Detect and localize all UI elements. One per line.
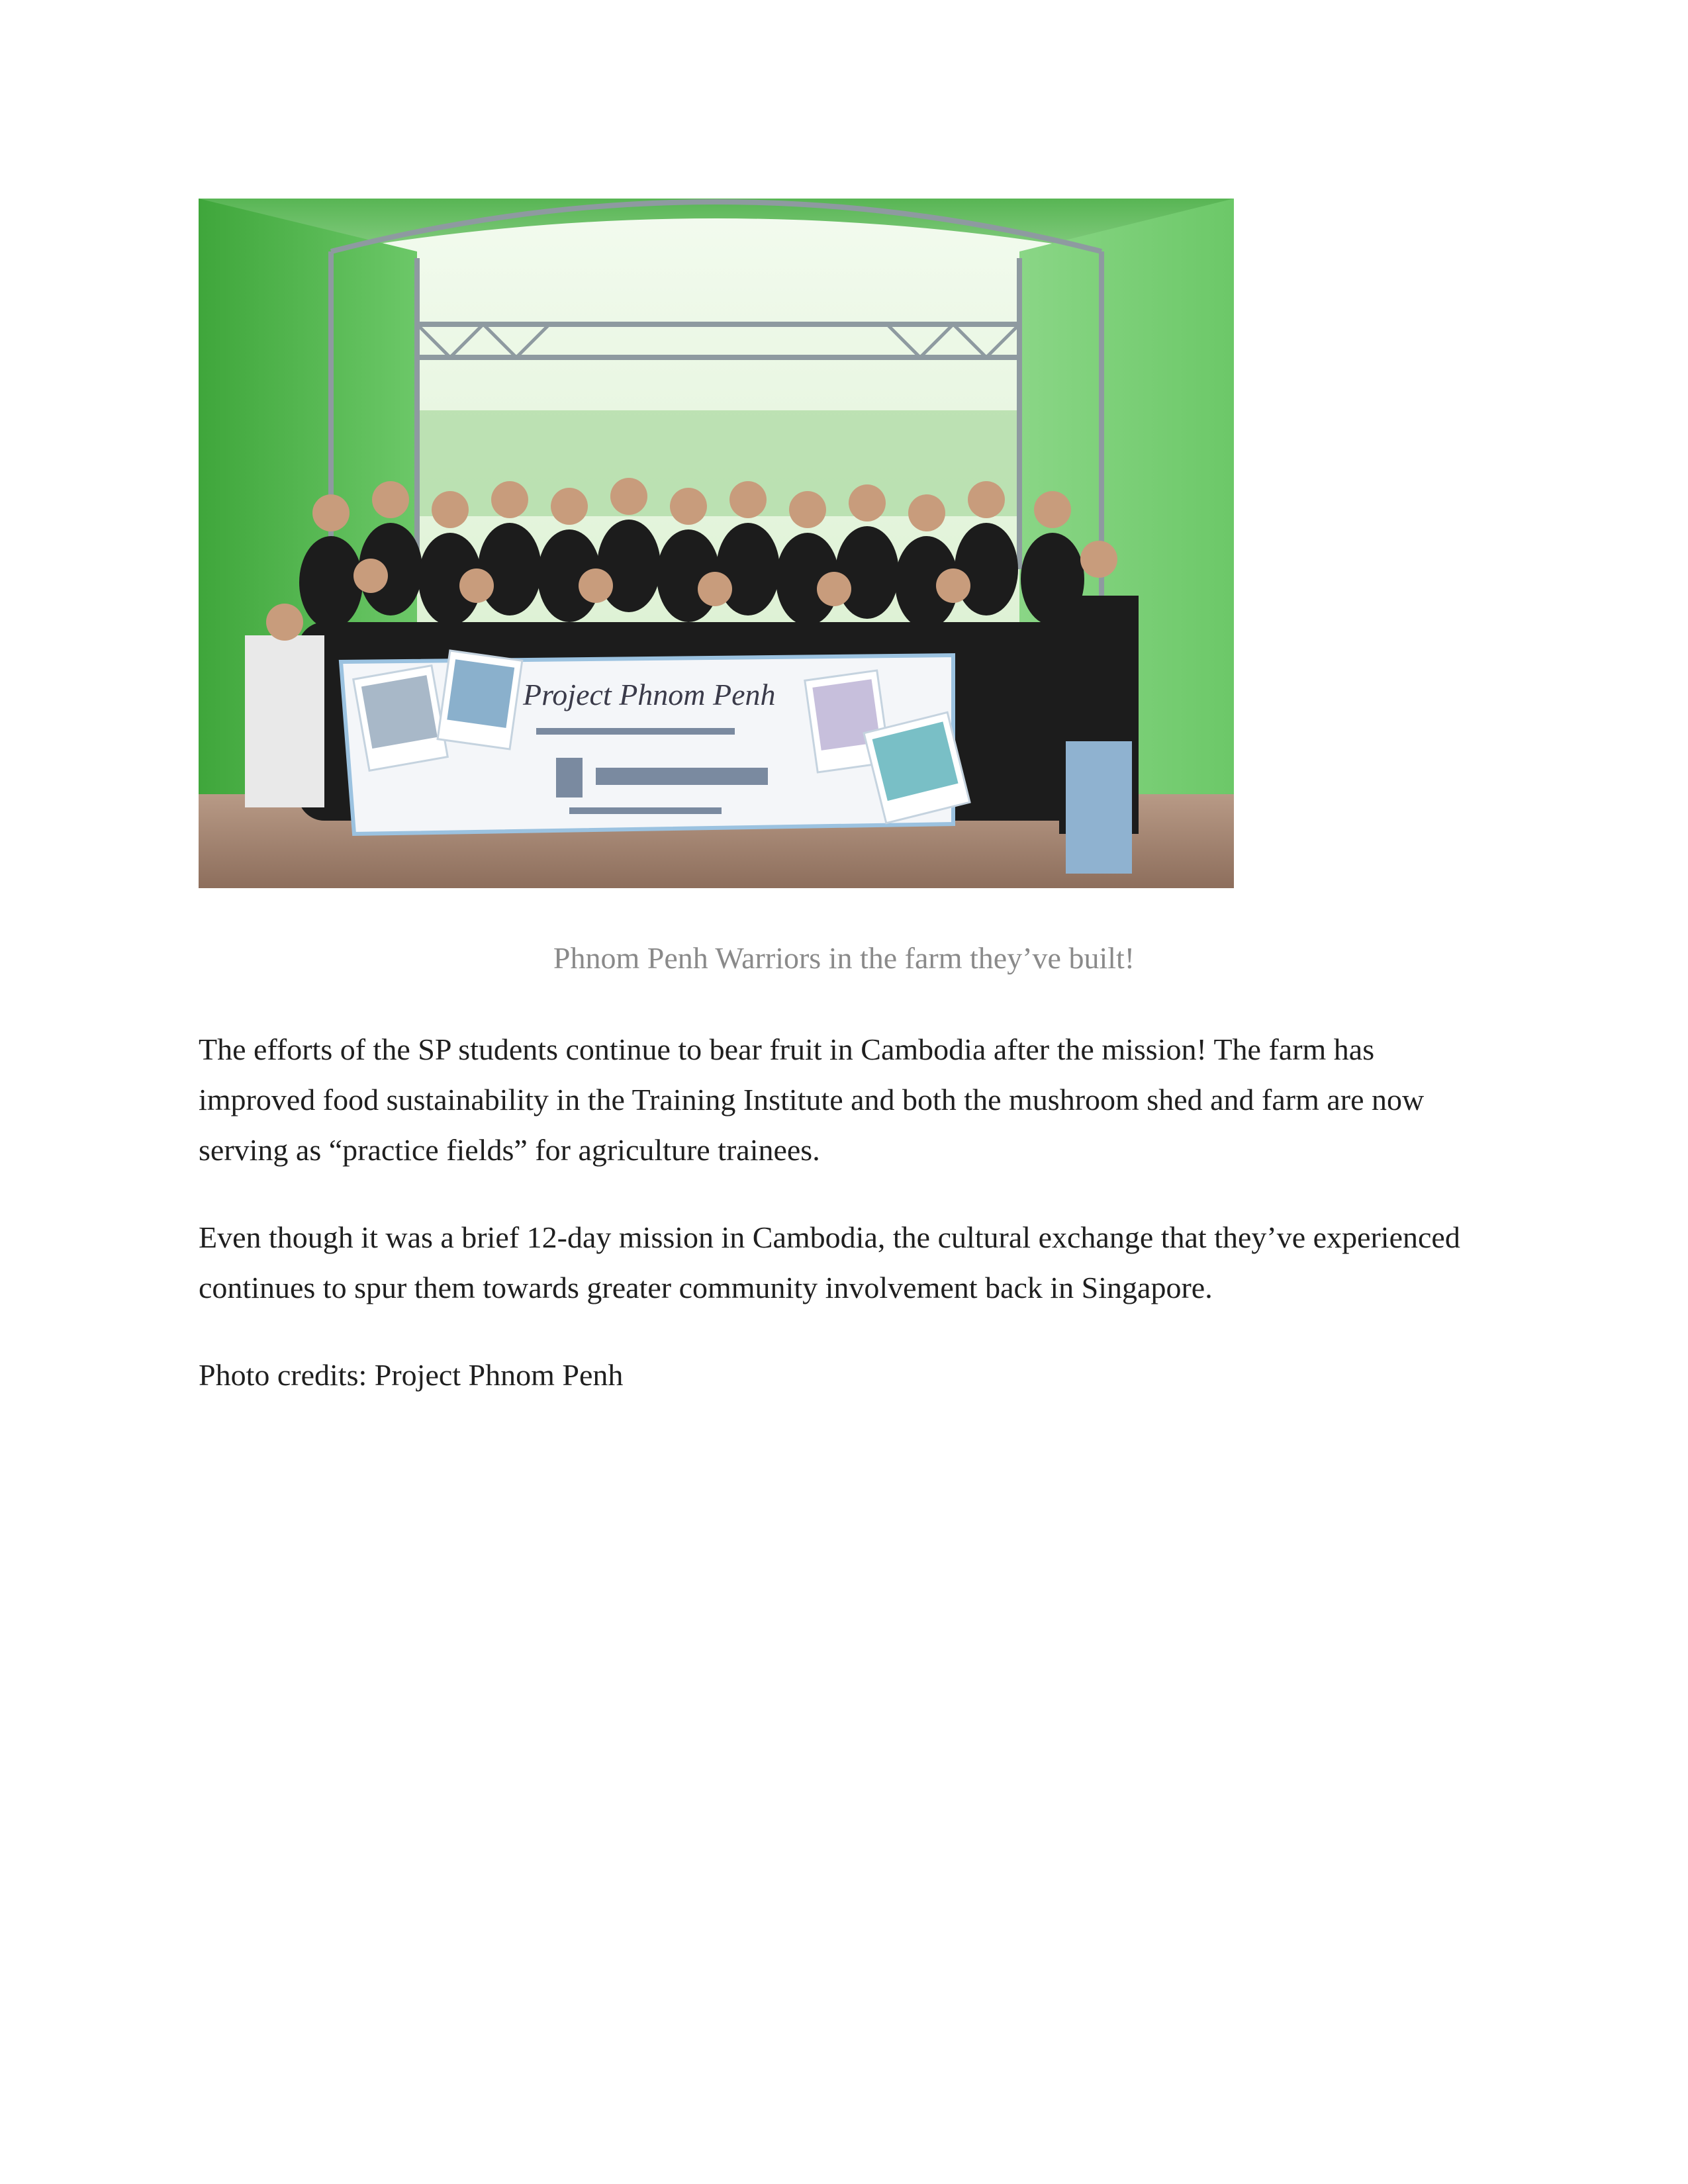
group-photo-illustration bbox=[199, 199, 1234, 888]
photo-credits: Photo credits: Project Phnom Penh bbox=[199, 1358, 624, 1392]
banner-text: Project Phnom Penh bbox=[523, 678, 776, 711]
body-paragraph-1: The efforts of the SP students continue to bear fruit in Cambodia after the mission! The farm has improved food sustainability in the Training Institute and both the mushroom shed and farm are now serving as “practice fields” for agriculture trainees. bbox=[199, 1032, 1425, 1167]
group-photo bbox=[199, 199, 1234, 888]
body-paragraph-2: Even though it was a brief 12-day mission in Cambodia, the cultural exchange that they’ve experienced continues to spur them towards greater community involvement back in Singapore. bbox=[199, 1220, 1460, 1304]
photo-caption: Phnom Penh Warriors in the farm they’ve built! bbox=[553, 941, 1135, 975]
